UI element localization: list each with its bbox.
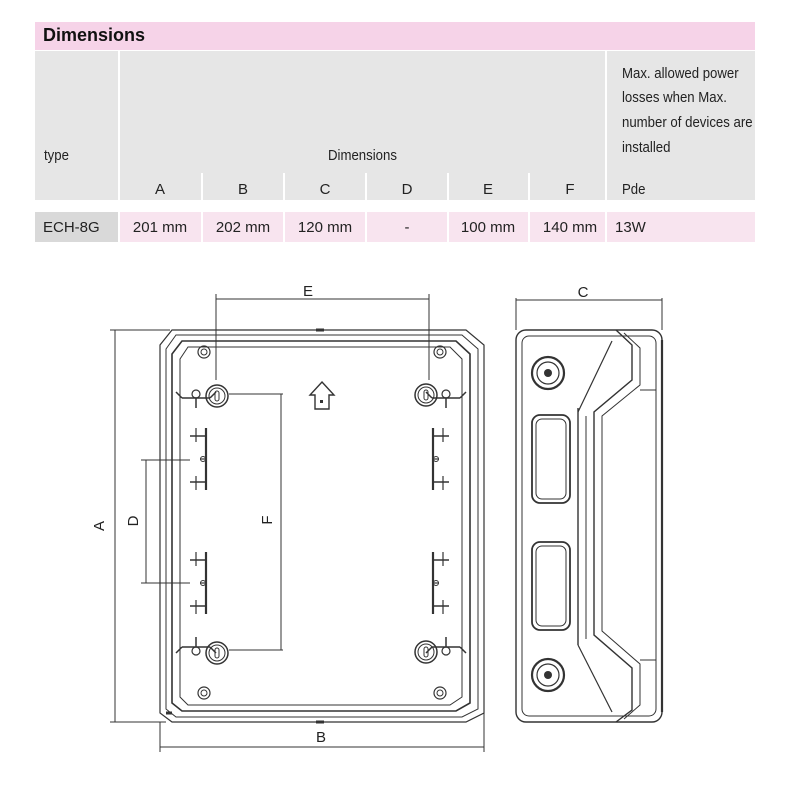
dimension-label-e: E [302, 283, 314, 300]
section-title: Dimensions [43, 25, 146, 45]
value-cell-c: 120 mm [297, 219, 353, 236]
table-row [35, 212, 755, 242]
dimension-label-f: F [259, 515, 276, 525]
column-header-d: D [401, 181, 413, 198]
type-cell: ECH-8G [43, 219, 100, 236]
front-view [110, 294, 484, 760]
power-header-line: installed [622, 139, 671, 156]
table-header [35, 51, 755, 200]
value-cell-f: 140 mm [542, 219, 598, 236]
dimension-label-b: B [316, 729, 327, 746]
value-cell-d: - [404, 219, 410, 236]
value-cell-b: 202 mm [215, 219, 271, 236]
column-divider [605, 51, 607, 200]
column-header-c: C [319, 181, 331, 198]
column-header-f: F [565, 181, 575, 198]
column-header-a: A [154, 181, 165, 198]
value-cell-e: 100 mm [460, 219, 516, 236]
power-header-line: losses when Max. [622, 89, 727, 106]
enclosure-drawing [0, 260, 800, 760]
type-header: type [44, 147, 69, 164]
column-divider [118, 51, 120, 200]
dimension-label-d: D [125, 515, 142, 527]
column-header-e: E [482, 181, 493, 198]
side-view [516, 298, 662, 722]
value-cell-a: 201 mm [132, 219, 188, 236]
power-header-line: number of devices are [622, 114, 753, 131]
column-header-pde: Pde [622, 181, 646, 198]
section-title-bar [35, 22, 755, 50]
dimension-label-c: C [577, 284, 589, 301]
value-cell-pde: 13W [615, 219, 646, 236]
column-header-b: B [237, 181, 248, 198]
dimensions-header: Dimensions [328, 147, 397, 164]
power-header-line: Max. allowed power [622, 65, 739, 82]
dimension-label-a: A [91, 520, 108, 532]
